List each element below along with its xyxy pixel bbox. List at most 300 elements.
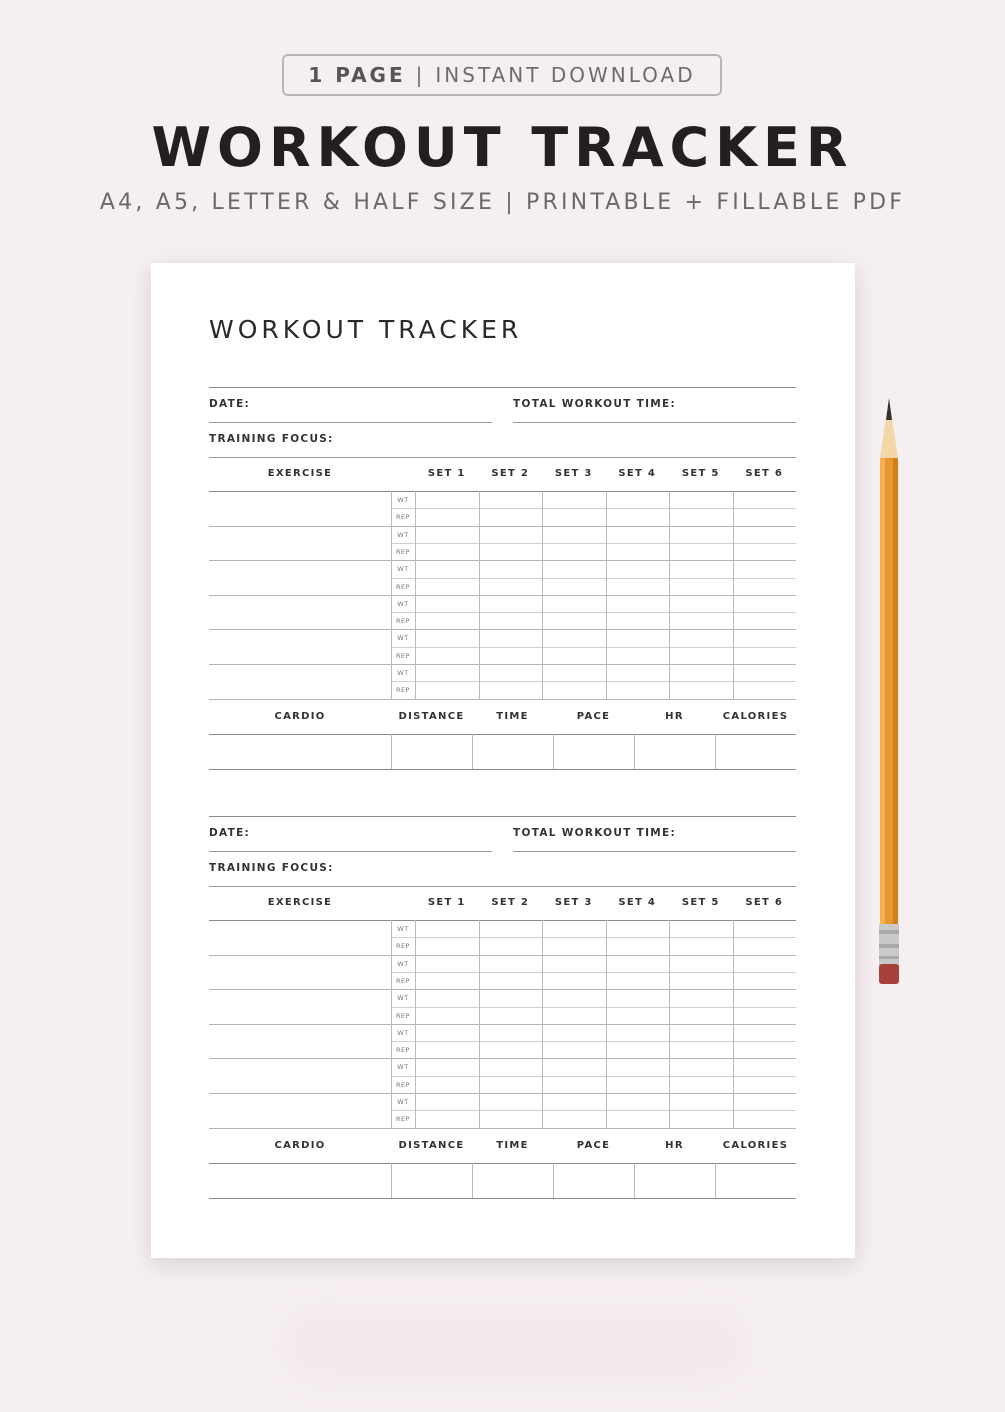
set-row-rule: [391, 578, 796, 579]
set-cell[interactable]: [735, 493, 795, 506]
exercise-name-field[interactable]: [209, 1095, 387, 1126]
cardio-header: CARDIO: [274, 1139, 326, 1151]
set-cell[interactable]: [671, 922, 731, 935]
cardio-cell[interactable]: [555, 736, 632, 767]
cardio-header-rule: [209, 1163, 796, 1164]
set-cell[interactable]: [671, 649, 731, 662]
set-cell[interactable]: [481, 1095, 541, 1108]
set-cell[interactable]: [417, 631, 477, 644]
exercise-row-rule: [209, 699, 796, 700]
cardio-cell[interactable]: [636, 1165, 713, 1196]
exercise-row-rule: [209, 955, 796, 956]
cardio-cell[interactable]: [717, 736, 794, 767]
set-cell[interactable]: [417, 545, 477, 558]
row-type-label: WT: [397, 599, 409, 608]
exercise-row-rule: [209, 1024, 796, 1025]
set-cell[interactable]: [671, 493, 731, 506]
set-header: SET 3: [554, 897, 593, 908]
set-cell[interactable]: [671, 991, 731, 1004]
set-cell[interactable]: [608, 493, 668, 506]
set-cell[interactable]: [735, 683, 795, 696]
row-type-label: WT: [397, 994, 409, 1003]
set-cell[interactable]: [417, 957, 477, 970]
set-cell[interactable]: [544, 597, 604, 610]
set-header: SET 4: [618, 897, 657, 908]
set-cell[interactable]: [544, 991, 604, 1004]
set-cell[interactable]: [608, 510, 668, 523]
set-cell[interactable]: [608, 562, 668, 575]
cardio-cell[interactable]: [474, 1165, 551, 1196]
cardio-column-header: TIME: [496, 710, 529, 722]
set-cell[interactable]: [481, 939, 541, 952]
badge-download: INSTANT DOWNLOAD: [435, 63, 696, 87]
set-cell[interactable]: [481, 493, 541, 506]
exercise-name-field[interactable]: [209, 597, 387, 628]
set-column-divider: [479, 491, 480, 699]
row-type-label: REP: [395, 1080, 411, 1089]
set-cell[interactable]: [608, 991, 668, 1004]
row-type-label: REP: [395, 1046, 411, 1055]
date-field-line: [209, 422, 492, 423]
set-cell[interactable]: [544, 493, 604, 506]
exercise-row-rule: [209, 526, 796, 527]
set-cell[interactable]: [608, 1078, 668, 1091]
row-type-label: REP: [395, 651, 411, 660]
set-cell[interactable]: [544, 939, 604, 952]
date-label: DATE:: [209, 398, 251, 410]
set-cell[interactable]: [417, 666, 477, 679]
set-row-rule: [391, 612, 796, 613]
set-cell[interactable]: [544, 1026, 604, 1039]
set-cell[interactable]: [417, 974, 477, 987]
set-cell[interactable]: [671, 1112, 731, 1125]
set-cell[interactable]: [671, 974, 731, 987]
set-cell[interactable]: [417, 580, 477, 593]
cardio-column-header: HR: [665, 710, 684, 722]
badge-separator: |: [415, 63, 426, 87]
set-header: SET 3: [554, 468, 593, 479]
cardio-cell[interactable]: [636, 736, 713, 767]
set-cell[interactable]: [608, 1026, 668, 1039]
set-cell[interactable]: [481, 1043, 541, 1056]
row-type-label: REP: [395, 1115, 411, 1124]
set-cell[interactable]: [481, 614, 541, 627]
set-cell[interactable]: [608, 1060, 668, 1073]
cardio-column-header: DISTANCE: [398, 710, 465, 722]
cardio-cell[interactable]: [393, 1165, 470, 1196]
set-row-rule: [391, 1076, 796, 1077]
set-cell[interactable]: [608, 1043, 668, 1056]
set-cell[interactable]: [608, 614, 668, 627]
set-cell[interactable]: [671, 1026, 731, 1039]
set-cell[interactable]: [735, 957, 795, 970]
cardio-header: CARDIO: [274, 710, 326, 722]
row-type-label: REP: [395, 976, 411, 985]
row-type-label: WT: [397, 1098, 409, 1106]
set-cell[interactable]: [544, 974, 604, 987]
set-cell[interactable]: [735, 528, 795, 541]
set-cell[interactable]: [544, 631, 604, 644]
set-cell[interactable]: [671, 1009, 731, 1022]
set-cell[interactable]: [671, 1078, 731, 1091]
set-cell[interactable]: [544, 1060, 604, 1073]
row-type-label: WT: [397, 565, 409, 574]
set-cell[interactable]: [608, 1112, 668, 1125]
set-cell[interactable]: [608, 545, 668, 558]
training-focus-field-line: [209, 886, 796, 887]
set-cell[interactable]: [544, 562, 604, 575]
set-cell[interactable]: [544, 545, 604, 558]
set-cell[interactable]: [417, 1009, 477, 1022]
set-cell[interactable]: [608, 649, 668, 662]
set-column-divider: [733, 920, 734, 1128]
set-cell[interactable]: [671, 683, 731, 696]
exercise-name-field[interactable]: [209, 493, 387, 524]
cardio-column-header: PACE: [576, 710, 611, 722]
set-cell[interactable]: [544, 957, 604, 970]
set-cell[interactable]: [417, 1112, 477, 1125]
total-time-label: TOTAL WORKOUT TIME:: [513, 398, 677, 410]
set-cell[interactable]: [481, 545, 541, 558]
exercise-name-field[interactable]: [209, 957, 387, 988]
badge-pages: 1 PAGE: [308, 63, 406, 87]
set-cell[interactable]: [544, 683, 604, 696]
set-header: SET 1: [427, 468, 466, 479]
set-row-rule: [391, 937, 796, 938]
set-cell[interactable]: [481, 510, 541, 523]
row-type-label: REP: [395, 547, 411, 556]
training-focus-label: TRAINING FOCUS:: [209, 862, 334, 874]
set-cell[interactable]: [735, 1043, 795, 1056]
row-label-divider: [415, 920, 416, 1128]
cardio-cell[interactable]: [555, 1165, 632, 1196]
set-cell[interactable]: [417, 1078, 477, 1091]
set-cell[interactable]: [735, 562, 795, 575]
set-cell[interactable]: [544, 614, 604, 627]
set-cell[interactable]: [544, 1095, 604, 1108]
set-cell[interactable]: [671, 580, 731, 593]
cardio-column-divider: [553, 734, 554, 769]
set-row-rule: [391, 972, 796, 973]
cardio-column-divider: [634, 1163, 635, 1198]
set-cell[interactable]: [544, 528, 604, 541]
row-type-label: WT: [397, 959, 409, 968]
cardio-column-divider: [472, 1163, 473, 1198]
set-cell[interactable]: [481, 683, 541, 696]
set-cell[interactable]: [417, 683, 477, 696]
row-type-label: WT: [397, 1063, 409, 1072]
set-row-rule: [391, 1007, 796, 1008]
set-header: SET 5: [681, 468, 720, 479]
cardio-column-divider: [715, 734, 716, 769]
total-time-field[interactable]: [666, 391, 794, 419]
sheet-title: WORKOUT TRACKER: [209, 315, 523, 344]
set-cell[interactable]: [417, 562, 477, 575]
set-cell[interactable]: [544, 580, 604, 593]
set-row-rule: [391, 1110, 796, 1111]
row-type-label: REP: [395, 1011, 411, 1020]
set-column-divider: [606, 491, 607, 699]
hero-subtitle: A4, A5, LETTER & HALF SIZE | PRINTABLE + FILLABLE PDF: [99, 190, 906, 215]
training-focus-field-line: [209, 457, 796, 458]
set-cell[interactable]: [544, 649, 604, 662]
set-header: SET 2: [491, 468, 530, 479]
set-cell[interactable]: [417, 528, 477, 541]
row-type-label: WT: [397, 1028, 409, 1037]
set-cell[interactable]: [671, 1060, 731, 1073]
section-top-rule: [209, 387, 796, 388]
set-cell[interactable]: [481, 649, 541, 662]
table-header-rule: [209, 491, 796, 492]
cardio-column-divider: [715, 1163, 716, 1198]
training-focus-label: TRAINING FOCUS:: [209, 433, 334, 445]
set-cell[interactable]: [544, 1009, 604, 1022]
cardio-column-divider: [391, 1163, 392, 1198]
set-cell[interactable]: [608, 1009, 668, 1022]
set-column-divider: [542, 491, 543, 699]
set-cell[interactable]: [735, 1095, 795, 1108]
set-cell[interactable]: [735, 1112, 795, 1125]
set-cell[interactable]: [481, 1026, 541, 1039]
set-cell[interactable]: [417, 1095, 477, 1108]
cardio-cell[interactable]: [393, 736, 470, 767]
exercise-row-rule: [209, 989, 796, 990]
cardio-cell[interactable]: [717, 1165, 794, 1196]
row-type-label: WT: [397, 925, 409, 933]
set-cell[interactable]: [735, 545, 795, 558]
row-type-label: REP: [395, 686, 411, 695]
set-cell[interactable]: [735, 1078, 795, 1091]
set-cell[interactable]: [417, 1043, 477, 1056]
set-cell[interactable]: [735, 922, 795, 935]
hero-title: WORKOUT TRACKER: [151, 116, 854, 179]
set-cell[interactable]: [671, 597, 731, 610]
cardio-column-header: HR: [665, 1139, 684, 1151]
set-cell[interactable]: [608, 597, 668, 610]
exercise-column-divider: [391, 920, 392, 1128]
row-type-label: REP: [395, 582, 411, 591]
set-row-rule: [391, 1041, 796, 1042]
set-cell[interactable]: [608, 631, 668, 644]
pencil-icon: [871, 398, 907, 988]
row-type-label: REP: [395, 942, 411, 951]
set-column-divider: [669, 920, 670, 1128]
set-cell[interactable]: [481, 922, 541, 935]
set-cell[interactable]: [671, 545, 731, 558]
set-header: SET 5: [681, 897, 720, 908]
set-row-rule: [391, 508, 796, 509]
total-time-field[interactable]: [666, 820, 794, 848]
row-type-label: WT: [397, 530, 409, 539]
exercise-name-field[interactable]: [209, 666, 387, 697]
date-field[interactable]: [249, 391, 489, 419]
set-cell[interactable]: [735, 510, 795, 523]
set-cell[interactable]: [608, 922, 668, 935]
set-header: SET 1: [427, 897, 466, 908]
set-cell[interactable]: [608, 580, 668, 593]
set-cell[interactable]: [735, 631, 795, 644]
row-type-label: WT: [397, 634, 409, 643]
exercise-name-field[interactable]: [209, 1060, 387, 1091]
set-cell[interactable]: [544, 922, 604, 935]
cardio-column-divider: [472, 734, 473, 769]
set-cell[interactable]: [481, 597, 541, 610]
set-cell[interactable]: [735, 614, 795, 627]
set-header: SET 6: [745, 897, 784, 908]
set-cell[interactable]: [481, 631, 541, 644]
set-cell[interactable]: [481, 580, 541, 593]
row-type-label: WT: [397, 669, 409, 677]
cardio-bottom-rule: [209, 1198, 796, 1199]
set-cell[interactable]: [608, 666, 668, 679]
date-label: DATE:: [209, 827, 251, 839]
set-cell[interactable]: [735, 991, 795, 1004]
set-column-divider: [669, 491, 670, 699]
set-cell[interactable]: [608, 683, 668, 696]
exercise-header: EXERCISE: [267, 468, 333, 479]
exercise-header: EXERCISE: [267, 897, 333, 908]
set-column-divider: [733, 491, 734, 699]
set-cell[interactable]: [735, 1009, 795, 1022]
set-cell[interactable]: [481, 1078, 541, 1091]
set-column-divider: [542, 920, 543, 1128]
set-cell[interactable]: [544, 666, 604, 679]
set-header: SET 4: [618, 468, 657, 479]
set-cell[interactable]: [671, 939, 731, 952]
set-cell[interactable]: [735, 939, 795, 952]
training-focus-field[interactable]: [327, 855, 792, 883]
set-header: SET 6: [745, 468, 784, 479]
section-top-rule: [209, 816, 796, 817]
cardio-column-header: CALORIES: [722, 1139, 789, 1151]
set-cell[interactable]: [417, 614, 477, 627]
set-cell[interactable]: [608, 528, 668, 541]
set-cell[interactable]: [417, 649, 477, 662]
table-header-rule: [209, 920, 796, 921]
exercise-row-rule: [209, 1093, 796, 1094]
set-cell[interactable]: [671, 528, 731, 541]
set-row-rule: [391, 647, 796, 648]
set-cell[interactable]: [735, 580, 795, 593]
set-cell[interactable]: [544, 1043, 604, 1056]
cardio-column-header: PACE: [576, 1139, 611, 1151]
cardio-column-header: DISTANCE: [398, 1139, 465, 1151]
set-cell[interactable]: [417, 493, 477, 506]
set-cell[interactable]: [608, 1095, 668, 1108]
shadow-blur: [280, 1305, 750, 1385]
set-header: SET 2: [491, 897, 530, 908]
set-cell[interactable]: [671, 666, 731, 679]
set-cell[interactable]: [481, 974, 541, 987]
exercise-row-rule: [209, 1058, 796, 1059]
header-badge: [282, 54, 722, 96]
set-cell[interactable]: [481, 1060, 541, 1073]
exercise-column-divider: [391, 491, 392, 699]
row-type-label: WT: [397, 496, 409, 504]
date-field[interactable]: [249, 820, 489, 848]
cardio-bottom-rule: [209, 769, 796, 770]
set-cell[interactable]: [608, 939, 668, 952]
set-cell[interactable]: [735, 649, 795, 662]
cardio-activity-field[interactable]: [209, 736, 387, 767]
cardio-activity-field[interactable]: [209, 1165, 387, 1196]
set-cell[interactable]: [735, 597, 795, 610]
set-cell[interactable]: [417, 510, 477, 523]
exercise-row-rule: [209, 595, 796, 596]
exercise-name-field[interactable]: [209, 631, 387, 662]
set-cell[interactable]: [481, 666, 541, 679]
set-cell[interactable]: [481, 1112, 541, 1125]
set-row-rule: [391, 543, 796, 544]
set-cell[interactable]: [417, 991, 477, 1004]
set-cell[interactable]: [544, 1078, 604, 1091]
set-cell[interactable]: [735, 974, 795, 987]
set-cell[interactable]: [417, 922, 477, 935]
set-cell[interactable]: [671, 510, 731, 523]
set-cell[interactable]: [417, 1060, 477, 1073]
set-cell[interactable]: [671, 1095, 731, 1108]
exercise-name-field[interactable]: [209, 528, 387, 559]
row-type-label: REP: [395, 617, 411, 626]
set-cell[interactable]: [417, 939, 477, 952]
set-column-divider: [479, 920, 480, 1128]
exercise-name-field[interactable]: [209, 562, 387, 593]
set-cell[interactable]: [608, 957, 668, 970]
set-column-divider: [606, 920, 607, 1128]
exercise-row-rule: [209, 1128, 796, 1129]
set-cell[interactable]: [671, 957, 731, 970]
set-cell[interactable]: [671, 562, 731, 575]
set-row-rule: [391, 681, 796, 682]
set-cell[interactable]: [481, 991, 541, 1004]
exercise-row-rule: [209, 560, 796, 561]
set-cell[interactable]: [544, 1112, 604, 1125]
cardio-column-divider: [553, 1163, 554, 1198]
exercise-row-rule: [209, 629, 796, 630]
cardio-column-header: CALORIES: [722, 710, 789, 722]
training-focus-field[interactable]: [327, 426, 792, 454]
cardio-column-divider: [634, 734, 635, 769]
exercise-row-rule: [209, 664, 796, 665]
cardio-column-header: TIME: [496, 1139, 529, 1151]
set-cell[interactable]: [481, 528, 541, 541]
exercise-name-field[interactable]: [209, 991, 387, 1022]
set-cell[interactable]: [735, 1060, 795, 1073]
row-type-label: REP: [395, 513, 411, 522]
total-time-field-line: [513, 422, 796, 423]
set-cell[interactable]: [417, 597, 477, 610]
set-cell[interactable]: [481, 562, 541, 575]
exercise-name-field[interactable]: [209, 1026, 387, 1057]
tracker-sheet: [151, 263, 855, 1258]
set-cell[interactable]: [735, 1026, 795, 1039]
set-cell[interactable]: [671, 614, 731, 627]
set-cell[interactable]: [481, 1009, 541, 1022]
set-cell[interactable]: [417, 1026, 477, 1039]
set-cell[interactable]: [671, 631, 731, 644]
date-field-line: [209, 851, 492, 852]
set-cell[interactable]: [735, 666, 795, 679]
set-cell[interactable]: [671, 1043, 731, 1056]
cardio-cell[interactable]: [474, 736, 551, 767]
row-label-divider: [415, 491, 416, 699]
set-cell[interactable]: [481, 957, 541, 970]
set-cell[interactable]: [544, 510, 604, 523]
total-time-label: TOTAL WORKOUT TIME:: [513, 827, 677, 839]
set-cell[interactable]: [608, 974, 668, 987]
exercise-name-field[interactable]: [209, 922, 387, 953]
cardio-column-divider: [391, 734, 392, 769]
